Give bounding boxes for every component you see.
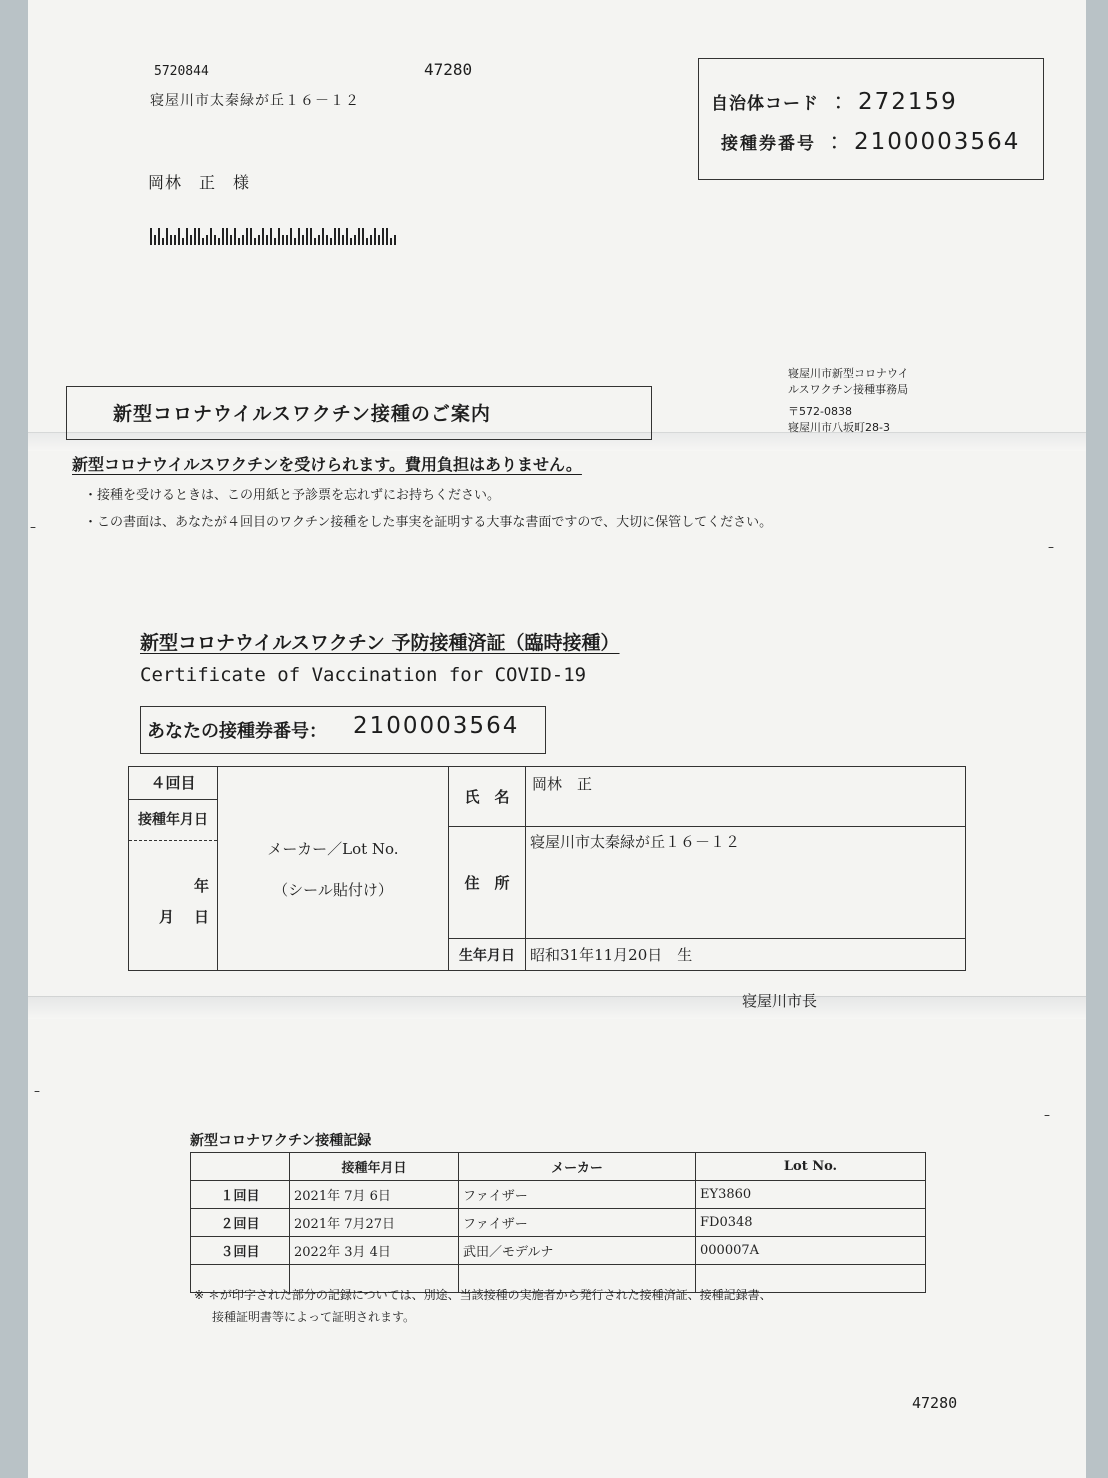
- barcode-bar: [306, 228, 308, 245]
- record-row: [191, 1237, 926, 1265]
- record-cell: 000007A: [696, 1237, 926, 1265]
- barcode-bar: [334, 228, 336, 245]
- fold-mark: –: [30, 520, 36, 534]
- dose-date-cell: [129, 767, 218, 971]
- barcode-bar: [278, 228, 280, 245]
- barcode-bar: [382, 228, 384, 245]
- footer-code: 47280: [912, 1394, 958, 1412]
- barcode-bar: [186, 228, 188, 245]
- lot-sticker-cell: [218, 767, 449, 971]
- dob-label: 生年月日: [449, 939, 526, 971]
- record-cell: 2021年 7月27日: [290, 1209, 459, 1237]
- barcode-bar: [222, 228, 224, 245]
- dose-number: ４回目: [129, 767, 217, 800]
- address-line: 寝屋川市太秦緑が丘１６－１２: [150, 93, 360, 109]
- barcode-bar: [354, 235, 356, 245]
- barcode-bar: [286, 235, 288, 245]
- barcode-bar: [242, 235, 244, 245]
- office-name-2: ルスワクチン接種事務局: [788, 383, 909, 396]
- notice-title: 新型コロナウイルスワクチン接種のご案内: [113, 403, 491, 425]
- barcode-bar: [394, 235, 396, 245]
- barcode-bar: [218, 238, 220, 245]
- certificate-title-en: Certificate of Vaccination for COVID-19: [140, 664, 587, 686]
- office-name-1: 寝屋川市新型コロナウイ: [788, 367, 909, 380]
- barcode-bar: [362, 228, 364, 245]
- voucher-number-box: [140, 706, 546, 754]
- record-cell: FD0348: [696, 1209, 926, 1237]
- barcode-bar: [374, 228, 376, 245]
- barcode-bar: [258, 235, 260, 245]
- record-table: [190, 1152, 926, 1293]
- barcode-bar: [290, 228, 292, 245]
- barcode-bar: [170, 235, 172, 245]
- barcode-bar: [154, 235, 156, 245]
- record-cell: EY3860: [696, 1181, 926, 1209]
- fold-line: [28, 996, 1086, 1019]
- barcode-bar: [378, 235, 380, 245]
- record-row: [191, 1181, 926, 1209]
- barcode-bar: [202, 238, 204, 245]
- barcode-bar: [274, 238, 276, 245]
- barcode-bar: [386, 228, 388, 245]
- barcode-bar: [322, 228, 324, 245]
- fold-mark: –: [1048, 540, 1054, 554]
- postal-barcode: [150, 228, 396, 245]
- barcode-bar: [298, 228, 300, 245]
- barcode-bar: [390, 238, 392, 245]
- day-label: 日: [193, 908, 209, 926]
- barcode-bar: [346, 228, 348, 245]
- postal-code: 5720844: [154, 64, 209, 79]
- barcode-bar: [262, 228, 264, 245]
- name-label: 氏 名: [449, 767, 526, 827]
- office-address: 寝屋川市八坂町28-3: [788, 421, 890, 434]
- code-box: [698, 58, 1044, 180]
- record-header: 接種年月日: [290, 1153, 459, 1181]
- barcode-bar: [358, 228, 360, 245]
- fold-mark: –: [34, 1084, 40, 1098]
- barcode-bar: [246, 228, 248, 245]
- barcode-bar: [350, 238, 352, 245]
- record-title: 新型コロナワクチン接種記録: [190, 1133, 372, 1149]
- record-cell: ３回目: [191, 1237, 290, 1265]
- barcode-bar: [150, 228, 152, 245]
- barcode-bar: [326, 235, 328, 245]
- barcode-bar: [234, 228, 236, 245]
- barcode-bar: [330, 238, 332, 245]
- barcode-bar: [250, 228, 252, 245]
- dob-value: 昭和31年11月20日 生: [526, 939, 966, 971]
- barcode-bar: [194, 228, 196, 245]
- barcode-bar: [370, 235, 372, 245]
- notice-bullet-1: ・接種を受けるときは、この用紙と予診票を忘れずにお持ちください。: [84, 488, 501, 503]
- voucher-number-label: あなたの接種券番号：: [147, 721, 327, 742]
- barcode-bar: [318, 235, 320, 245]
- code-top: 47280: [424, 60, 473, 79]
- month-label: 月: [159, 908, 175, 926]
- barcode-bar: [226, 228, 228, 245]
- year-label: 年: [193, 877, 209, 895]
- date-label: 接種年月日: [129, 800, 217, 841]
- fold-mark: –: [1044, 1108, 1050, 1122]
- barcode-bar: [238, 238, 240, 245]
- barcode-bar: [182, 238, 184, 245]
- notice-title-box: [66, 386, 652, 440]
- barcode-bar: [158, 228, 160, 245]
- certificate-title: 新型コロナウイルスワクチン 予防接種済証（臨時接種）: [140, 632, 620, 654]
- barcode-bar: [266, 235, 268, 245]
- record-cell: ファイザー: [459, 1181, 696, 1209]
- record-cell: １回目: [191, 1181, 290, 1209]
- voucher-number-value: 2100003564: [353, 713, 520, 739]
- barcode-bar: [270, 228, 272, 245]
- voucher-number: ：2100003564: [829, 129, 1021, 155]
- mayor-label: 寝屋川市長: [742, 992, 818, 1010]
- barcode-bar: [294, 238, 296, 245]
- record-row: [191, 1209, 926, 1237]
- barcode-bar: [206, 235, 208, 245]
- barcode-bar: [214, 235, 216, 245]
- barcode-bar: [230, 235, 232, 245]
- address-value: 寝屋川市太秦緑が丘１６－１２: [526, 827, 966, 939]
- barcode-bar: [166, 228, 168, 245]
- name-value: 岡林 正: [526, 767, 966, 827]
- barcode-bar: [162, 238, 164, 245]
- barcode-bar: [210, 228, 212, 245]
- record-header-row: [191, 1153, 926, 1181]
- municipality-code: ：272159: [833, 89, 958, 115]
- maker-lot-label: メーカー／Lot No.: [267, 839, 399, 858]
- notice-bullet-2: ・この書面は、あなたが４回目のワクチン接種をした事実を証明する大事な書面ですので、大切に保管してください。: [84, 515, 773, 530]
- barcode-bar: [190, 235, 192, 245]
- barcode-bar: [314, 238, 316, 245]
- barcode-bar: [310, 228, 312, 245]
- record-cell: ２回目: [191, 1209, 290, 1237]
- recipient-name: 岡林 正 様: [148, 173, 251, 192]
- record-header: [191, 1153, 290, 1181]
- barcode-bar: [302, 235, 304, 245]
- municipality-label: 自治体コード: [711, 94, 819, 114]
- barcode-bar: [198, 228, 200, 245]
- record-cell: ファイザー: [459, 1209, 696, 1237]
- record-cell: 2022年 3月 4日: [290, 1237, 459, 1265]
- record-note-2: 接種証明書等によって証明されます。: [212, 1310, 416, 1324]
- office-info: [788, 366, 909, 436]
- barcode-bar: [254, 238, 256, 245]
- barcode-bar: [338, 228, 340, 245]
- record-header: メーカー: [459, 1153, 696, 1181]
- record-cell: 2021年 7月 6日: [290, 1181, 459, 1209]
- record-cell: 武田／モデルナ: [459, 1237, 696, 1265]
- barcode-bar: [366, 238, 368, 245]
- barcode-bar: [282, 235, 284, 245]
- record-header: Lot No.: [696, 1153, 926, 1181]
- barcode-bar: [174, 235, 176, 245]
- sticker-label: （シール貼付け）: [273, 880, 393, 899]
- barcode-bar: [342, 235, 344, 245]
- barcode-bar: [178, 228, 180, 245]
- address-label: 住 所: [449, 827, 526, 939]
- certificate-table: [128, 766, 966, 971]
- office-postal: 〒572-0838: [788, 405, 852, 418]
- record-note-1: ※ ＊が印字された部分の記録については、別途、当該接種の実施者から発行された接種済証、接種記録書、: [194, 1288, 772, 1302]
- notice-headline: 新型コロナウイルスワクチンを受けられます。費用負担はありません。: [72, 455, 582, 474]
- voucher-label: 接種券番号: [721, 134, 816, 154]
